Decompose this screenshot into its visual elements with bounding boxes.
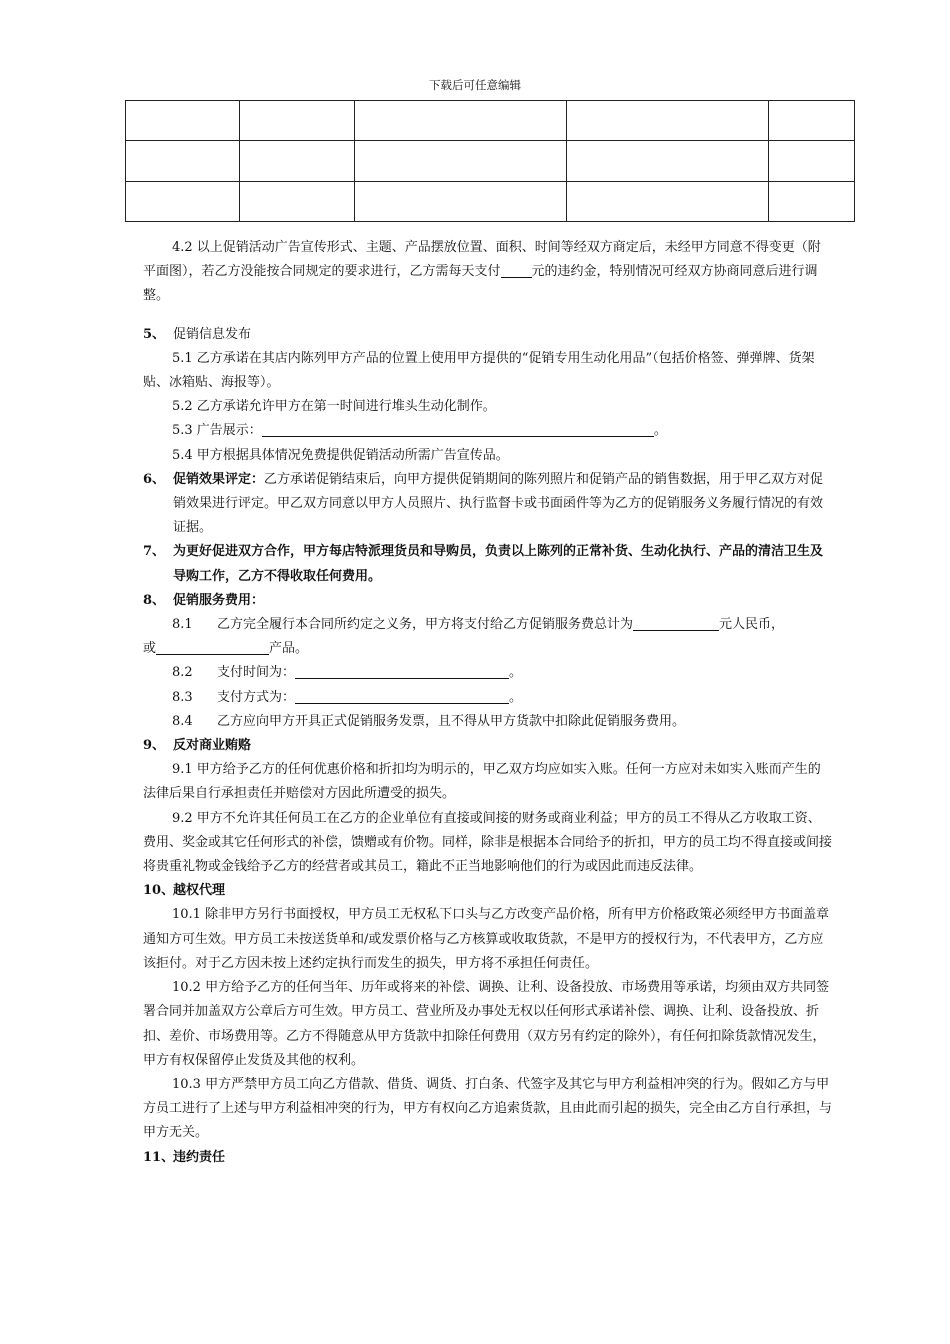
table-cell — [355, 181, 567, 221]
clause-10-2: 10.2 甲方给予乙方的任何当年、历年或将来的补偿、调换、让利、设备投放、市场费用等承诺，均须由双方共同签署合同并加盖双方公章后方可生效。甲方员工、营业所及办事处无权以任何形式承诺补偿、调换、让利、设备投放、折扣、差价、市场费用等。乙方不得随意从甲方货款中扣除任何费用（双方另有约定的除外），有任何扣除货款情况发生，甲方有权保留停止发货及其他的权利。 — [143, 980, 830, 1068]
clause-number: 8.3 — [172, 689, 193, 705]
table-cell — [769, 141, 855, 181]
clause-8-1-cont — [143, 637, 833, 661]
clause-8-2-text: 支付时间为： — [217, 665, 296, 681]
clause-8-1 — [143, 613, 833, 637]
section-6 — [143, 468, 833, 541]
clause-end: 。 — [509, 689, 523, 705]
payment-method-blank — [295, 688, 509, 704]
contract-body — [143, 236, 833, 1170]
clause-end: 。 — [509, 665, 523, 681]
clause-number: 8.4 — [172, 713, 193, 729]
fee-total-blank — [633, 615, 719, 631]
clause-8-4-text: 乙方应向甲方开具正式促销服务发票，且不得从甲方货款中扣除此促销服务费用。 — [217, 713, 686, 729]
clause-5-3-end: 。 — [653, 423, 667, 439]
table-row — [126, 181, 855, 221]
clause-9-1: 9.1 甲方给予乙方的任何优惠价格和折扣均为明示的，甲乙双方均应如实入账。任何一方应对未如实入账而产生的法律后果自行承担责任并赔偿对方因此所遭受的损失。 — [143, 762, 821, 802]
section-title: 违约责任 — [173, 1149, 226, 1165]
clause-8-3-text: 支付方式为： — [217, 689, 296, 705]
clause-5-4: 5.4 甲方根据具体情况免费提供促销活动所需广告宣传品。 — [172, 447, 509, 463]
section-title: 促销信息发布 — [173, 326, 252, 342]
section-number: 5、 — [143, 326, 166, 342]
table-cell — [567, 181, 769, 221]
table-cell — [567, 101, 769, 141]
clause-5-3 — [143, 419, 833, 443]
clause-5-1: 5.1 乙方承诺在其店内陈列甲方产品的位置上使用甲方提供的“促销专用生动化用品”（包括价格签、弹弹牌、货架贴、冰箱贴、海报等）。 — [143, 350, 815, 391]
table-cell — [567, 141, 769, 181]
clause-5-2: 5.2 乙方承诺允许甲方在第一时间进行堆头生动化制作。 — [172, 399, 496, 415]
table-row — [126, 141, 855, 181]
clause-5-3-label: 5.3 广告展示： — [172, 423, 262, 439]
section-7-text: 为更好促进双方合作，甲方每店特派理货员和导购员，负责以上陈列的正常补货、生动化执行、产品的清洁卫生及导购工作，乙方不得收取任何费用。 — [173, 544, 824, 584]
clause-8-1-unit: 元人民币， — [719, 617, 785, 633]
payment-time-blank — [295, 663, 509, 679]
table-cell — [355, 141, 567, 181]
section-7 — [143, 540, 833, 588]
product-blank — [156, 639, 269, 655]
table-cell — [126, 181, 240, 221]
section-number: 10、 — [143, 883, 175, 899]
table-cell — [769, 101, 855, 141]
section-title: 反对商业贿赂 — [173, 738, 252, 754]
table-cell — [126, 101, 240, 141]
table-cell — [355, 101, 567, 141]
clause-8-4 — [143, 710, 833, 734]
section-9-heading — [143, 734, 833, 758]
clause-8-3 — [143, 686, 833, 710]
clause-number: 8.2 — [172, 665, 193, 681]
clause-9-2: 9.2 甲方不允许其任何员工在乙方的企业单位有直接或间接的财务或商业利益；甲方的员工不得从乙方收取工资、费用、奖金或其它任何形式的补偿，馈赠或有价物。同样，除非是根据本合同给予的折扣，甲方的员工均不得直接或间接将贵重礼物或金钱给予乙方的经营者或其员工，籍此不正当地影响他们的行为或因此而违反法律。 — [143, 810, 833, 875]
table-row — [126, 101, 855, 141]
section-number: 6、 — [143, 471, 166, 487]
table-cell — [240, 101, 355, 141]
ad-display-blank — [262, 421, 654, 437]
table-cell — [240, 181, 355, 221]
section-title: 促销效果评定： — [173, 471, 265, 487]
clause-4-2 — [143, 236, 833, 309]
clause-8-2 — [143, 661, 833, 685]
penalty-blank — [501, 262, 532, 278]
product-text: 产品。 — [269, 641, 309, 657]
table-cell — [769, 181, 855, 221]
clause-number: 8.1 — [172, 617, 193, 633]
clause-10-3: 10.3 甲方严禁甲方员工向乙方借款、借货、调货、打白条、代签字及其它与甲方利益相冲突的行为。假如乙方与甲方员工进行了上述与甲方利益相冲突的行为，甲方有权向乙方追索货款，且由此而引起的损失，完全由乙方自行承担，与甲方无关。 — [143, 1076, 833, 1141]
clause-8-1-text: 乙方完全履行本合同所约定之义务，甲方将支付给乙方促销服务费总计为 — [217, 617, 634, 633]
section-6-text: 乙方承诺促销结束后，向甲方提供促销期间的陈列照片和促销产品的销售数据，用于甲乙双方对促销效果进行评定。甲乙双方同意以甲方人员照片、执行监督卡或书面函件等为乙方的促销服务义务履行情况的有效证据。 — [173, 471, 824, 536]
section-5-heading — [143, 323, 833, 347]
section-title: 越权代理 — [173, 883, 226, 899]
blank-table — [125, 100, 855, 222]
clause-4-2-text-a: 4.2 以上促销活动广告宣传形式、主题、产品摆放位置、面积、时间等经双方商定后，未经甲方同意不得变更（附平面图），若乙方没能按合同规定的要求进行，乙方需每天支付 — [143, 240, 821, 280]
section-8-heading — [143, 589, 833, 613]
table-cell — [126, 141, 240, 181]
section-number: 8、 — [143, 592, 166, 608]
section-10-heading — [143, 879, 833, 903]
clause-10-1: 10.1 除非甲方另行书面授权，甲方员工无权私下口头与乙方改变产品价格，所有甲方价格政策必须经甲方书面盖章通知方可生效。甲方员工未按送货单和/或发票价格与乙方核算或收取货款，不是甲方的授权行为，不代表甲方，乙方应该拒付。对于乙方因未按上述约定执行而发生的损失，甲方将不承担任何责任。 — [143, 907, 830, 971]
section-11-heading — [143, 1146, 833, 1170]
section-title: 促销服务费用： — [173, 592, 265, 608]
section-number: 7、 — [143, 544, 166, 560]
page-header: 下载后可任意编辑 — [429, 78, 521, 92]
section-number: 9、 — [143, 738, 166, 754]
table-cell — [240, 141, 355, 181]
clause-4-2-text-b: 元的违约金，特别情况可经双方协商同意后进行调整。 — [143, 264, 818, 304]
section-number: 11、 — [143, 1149, 175, 1165]
or-text: 或 — [143, 641, 157, 657]
